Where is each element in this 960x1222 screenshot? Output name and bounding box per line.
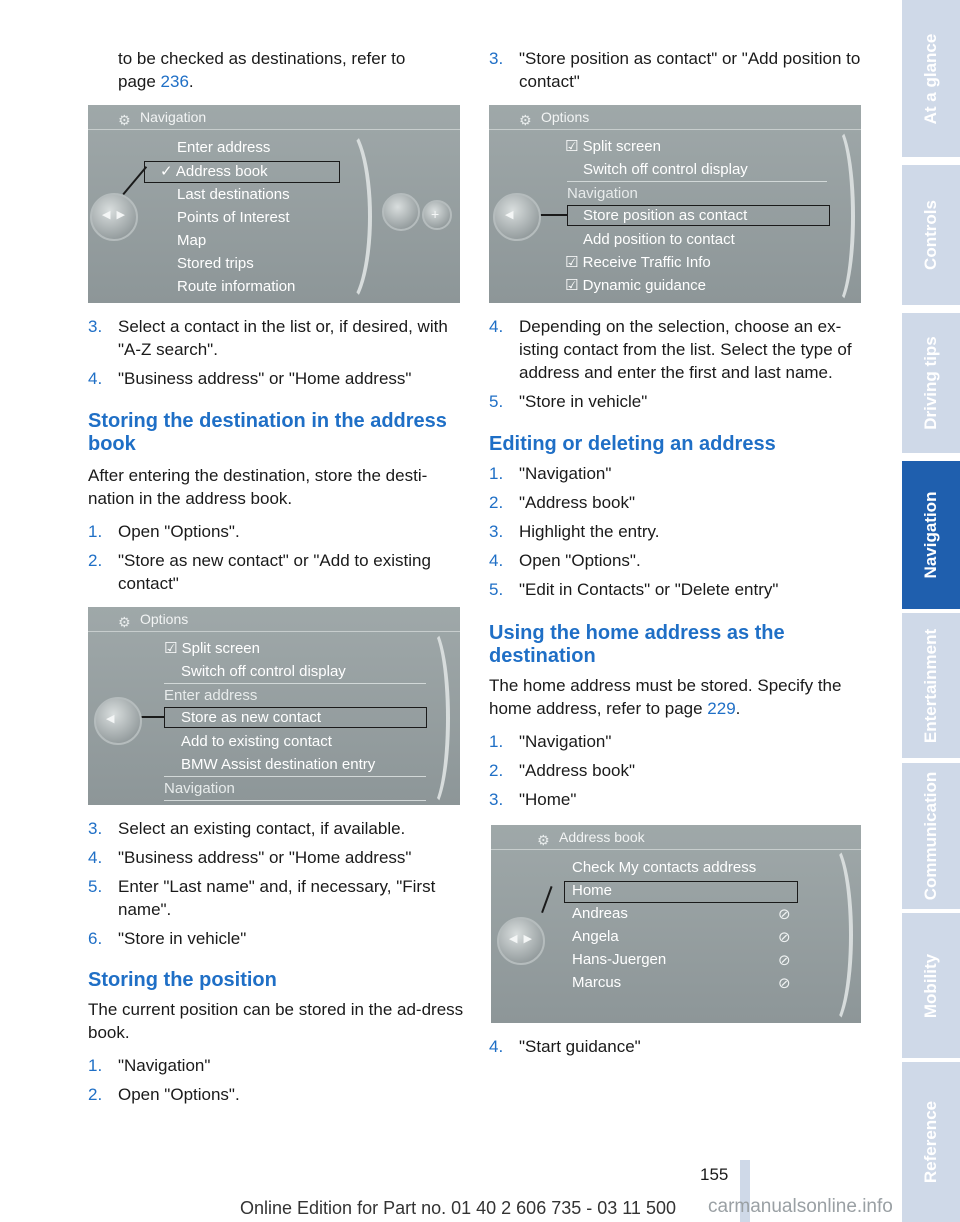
step-text: "Business address" or "Home address": [118, 848, 412, 867]
section-heading: Storing the position: [88, 969, 277, 991]
tab-label: Mobility: [921, 953, 940, 1018]
menu-item-selected: Home: [572, 882, 613, 899]
menu-item: Marcus: [572, 974, 622, 991]
controller-icon: ◀▶: [497, 917, 545, 965]
step-text: "Navigation": [118, 1056, 211, 1075]
step-number: 3.: [489, 49, 504, 68]
scroll-arc: [809, 841, 853, 1023]
tab-communication[interactable]: [902, 763, 960, 909]
step-item: [88, 817, 464, 840]
highlight-box: [564, 881, 798, 903]
step-text: "Navigation": [519, 464, 612, 483]
step-item: [88, 1054, 464, 1077]
menu-item: Angela: [572, 928, 619, 945]
menu-item: Enter address: [177, 139, 271, 156]
step-text: Select an existing contact, if available.: [118, 819, 406, 838]
step-text: Highlight the entry.: [519, 522, 660, 541]
paragraph-suffix: .: [735, 699, 741, 718]
step-item: [489, 1035, 865, 1058]
step-text: "Home": [519, 790, 577, 809]
step-item: [88, 927, 464, 950]
tab-label: Reference: [921, 1100, 940, 1184]
menu-item-selected: Store as new contact: [181, 709, 322, 726]
menu-item: Switch off control display: [181, 663, 346, 680]
step-number: 2.: [88, 551, 103, 570]
plus-icon: +: [422, 200, 452, 230]
step-text: Depending on the selection, choose an ex-isting contact from the list. Select the type of address and enter the first and last name.: [519, 317, 852, 382]
step-text: Open "Options".: [118, 1085, 240, 1104]
controller-icon: ◀▶: [90, 193, 138, 241]
step-text: "Business address" or "Home address": [118, 369, 412, 388]
menu-item: Stored trips: [177, 255, 254, 272]
step-item: [88, 520, 464, 543]
leader-line: [539, 214, 567, 216]
section-heading: Editing or deleting an address: [489, 433, 776, 455]
tab-navigation[interactable]: [902, 461, 960, 609]
menu-item: ☑ Split screen: [565, 138, 661, 155]
tab-mobility[interactable]: [902, 913, 960, 1058]
tab-label: Controls: [921, 200, 940, 270]
menu-item-selected: ✓ Address book: [160, 163, 268, 180]
step-number: 5.: [489, 580, 504, 599]
screen-header: [88, 105, 460, 130]
screen-navigation-menu: [88, 105, 460, 303]
right-steps-e: [489, 1035, 865, 1058]
tab-label: Communication: [921, 771, 940, 901]
navigate-icon: ⊘: [778, 929, 791, 946]
left-steps-a: [88, 315, 464, 390]
tab-entertainment[interactable]: [902, 613, 960, 758]
right-steps-a: [489, 47, 865, 93]
step-text: "Start guidance": [519, 1037, 641, 1056]
step-number: 3.: [88, 317, 103, 336]
menu-item: Points of Interest: [177, 209, 290, 226]
zoom-icon: [382, 193, 420, 231]
step-text: "Address book": [519, 493, 636, 512]
intro-page-prefix: page: [118, 72, 161, 91]
left-steps-c: [88, 817, 464, 950]
screen-header: [489, 105, 861, 130]
step-item: [88, 846, 464, 869]
navigate-icon: ⊘: [778, 975, 791, 992]
step-number: 3.: [489, 790, 504, 809]
step-item: [489, 520, 865, 543]
tab-driving-tips[interactable]: [902, 313, 960, 453]
menu-item: Last destinations: [177, 186, 290, 203]
paragraph-text: The home address must be stored. Specify the home address, refer to page: [489, 676, 842, 718]
step-number: 3.: [88, 819, 103, 838]
tab-controls[interactable]: [902, 165, 960, 305]
right-section-2: [489, 622, 865, 811]
left-section-1: [88, 410, 464, 595]
screen-options-position: [489, 105, 861, 303]
step-item: [489, 549, 865, 572]
scroll-arc: [815, 123, 855, 303]
menu-item: BMW Assist destination entry: [181, 756, 376, 773]
step-number: 2.: [88, 1085, 103, 1104]
menu-item: ☑ Split screen: [164, 640, 260, 657]
highlight-box: [144, 161, 340, 183]
settings-icon: ⚙: [537, 832, 550, 848]
watermark: carmanualsonline.info: [708, 1196, 893, 1217]
paragraph: After entering the destination, store the desti-nation in the address book.: [88, 466, 428, 508]
screen-address-book: [491, 825, 861, 1023]
leader-line: [541, 886, 552, 913]
step-text: "Address book": [519, 761, 636, 780]
step-text: Open "Options".: [519, 551, 641, 570]
step-number: 4.: [88, 848, 103, 867]
step-number: 3.: [489, 522, 504, 541]
screen-title: Options: [541, 109, 590, 125]
highlight-box: [567, 205, 830, 226]
menu-item: Route information: [177, 278, 296, 295]
menu-item: ☑ Dynamic guidance: [565, 277, 707, 294]
step-number: 1.: [88, 1056, 103, 1075]
step-item: [88, 875, 464, 921]
step-number: 2.: [489, 493, 504, 512]
settings-icon: ⚙: [118, 112, 131, 128]
paragraph: [489, 674, 865, 720]
step-item: [88, 549, 464, 595]
step-text: "Store in vehicle": [118, 929, 247, 948]
tab-label: At a glance: [921, 33, 940, 124]
step-item: [489, 47, 865, 93]
step-number: 5.: [88, 877, 103, 896]
tab-at-a-glance[interactable]: [902, 0, 960, 157]
step-text: "Navigation": [519, 732, 612, 751]
navigate-icon: ⊘: [778, 906, 791, 923]
screen-title: Options: [140, 611, 189, 627]
footer-text: Online Edition for Part no. 01 40 2 606 735 - 03 11 500: [240, 1198, 676, 1218]
highlight-box: [164, 707, 427, 728]
menu-item: Switch off control display: [583, 161, 748, 178]
menu-item: Andreas: [572, 905, 628, 922]
step-text: Open "Options".: [118, 522, 240, 541]
step-number: 6.: [88, 929, 103, 948]
step-number: 4.: [88, 369, 103, 388]
right-steps-b: [489, 315, 865, 413]
page-link-229[interactable]: 229: [707, 699, 736, 718]
step-item: [489, 315, 865, 384]
step-text: "Store position as contact" or "Add position to contact": [519, 49, 861, 91]
screen-title: Navigation: [140, 109, 207, 125]
page-number: 155: [700, 1165, 729, 1184]
left-column: [88, 47, 464, 93]
left-section-2: [88, 969, 464, 1106]
step-item: [88, 315, 464, 361]
page-link-236[interactable]: 236: [160, 72, 189, 91]
screen-options-menu: [88, 607, 460, 805]
step-text: Enter "Last name" and, if necessary, "First name".: [118, 877, 436, 919]
settings-icon: ⚙: [118, 614, 131, 630]
tab-reference[interactable]: [902, 1062, 960, 1222]
menu-section: Enter address: [164, 683, 426, 708]
step-item: [88, 1083, 464, 1106]
intro-text: [88, 47, 464, 93]
step-item: [489, 730, 865, 753]
settings-icon: ⚙: [519, 112, 532, 128]
menu-item: Check My contacts address: [572, 859, 757, 876]
intro-line: to be checked as destinations, refer to: [118, 49, 406, 68]
section-heading: Using the home address as the destination: [489, 622, 785, 667]
menu-item-selected: Store position as contact: [583, 207, 748, 224]
menu-section: Navigation: [567, 181, 827, 206]
step-item: [88, 367, 464, 390]
step-number: 4.: [489, 317, 504, 336]
menu-item: Add position to contact: [583, 231, 735, 248]
screen-header: [88, 607, 460, 632]
step-number: 1.: [489, 732, 504, 751]
step-item: [489, 578, 865, 601]
menu-item: ☑ Receive Traffic Info: [565, 254, 711, 271]
step-item: [489, 390, 865, 413]
right-section-1: [489, 433, 865, 601]
menu-section: Navigation: [164, 776, 426, 801]
step-number: 1.: [489, 464, 504, 483]
step-item: [489, 788, 865, 811]
tab-label: Entertainment: [921, 628, 940, 743]
step-number: 5.: [489, 392, 504, 411]
step-item: [489, 759, 865, 782]
step-number: 2.: [489, 761, 504, 780]
paragraph: The current position can be stored in the ad-dress book.: [88, 1000, 464, 1042]
step-number: 1.: [88, 522, 103, 541]
step-item: [489, 491, 865, 514]
step-text: "Store in vehicle": [519, 392, 648, 411]
scroll-arc: [318, 125, 372, 303]
screen-header: [491, 825, 861, 850]
scroll-arc: [410, 625, 450, 805]
section-heading: Storing the destination in the address book: [88, 410, 447, 455]
screen-title: Address book: [559, 829, 645, 845]
step-text: "Store as new contact" or "Add to existing contact": [118, 551, 431, 593]
controller-icon: ◀: [94, 697, 142, 745]
step-item: [489, 462, 865, 485]
tab-label: Driving tips: [921, 336, 940, 430]
controller-icon: ◀: [493, 193, 541, 241]
menu-item: Map: [177, 232, 207, 249]
menu-item: Hans-Juergen: [572, 951, 667, 968]
step-text: "Edit in Contacts" or "Delete entry": [519, 580, 779, 599]
navigate-icon: ⊘: [778, 952, 791, 969]
intro-suffix: .: [188, 72, 194, 91]
step-number: 4.: [489, 551, 504, 570]
menu-item: Add to existing contact: [181, 733, 332, 750]
step-number: 4.: [489, 1037, 504, 1056]
step-text: Select a contact in the list or, if desired, with "A-Z search".: [118, 317, 448, 359]
tab-label: Navigation: [921, 491, 940, 579]
